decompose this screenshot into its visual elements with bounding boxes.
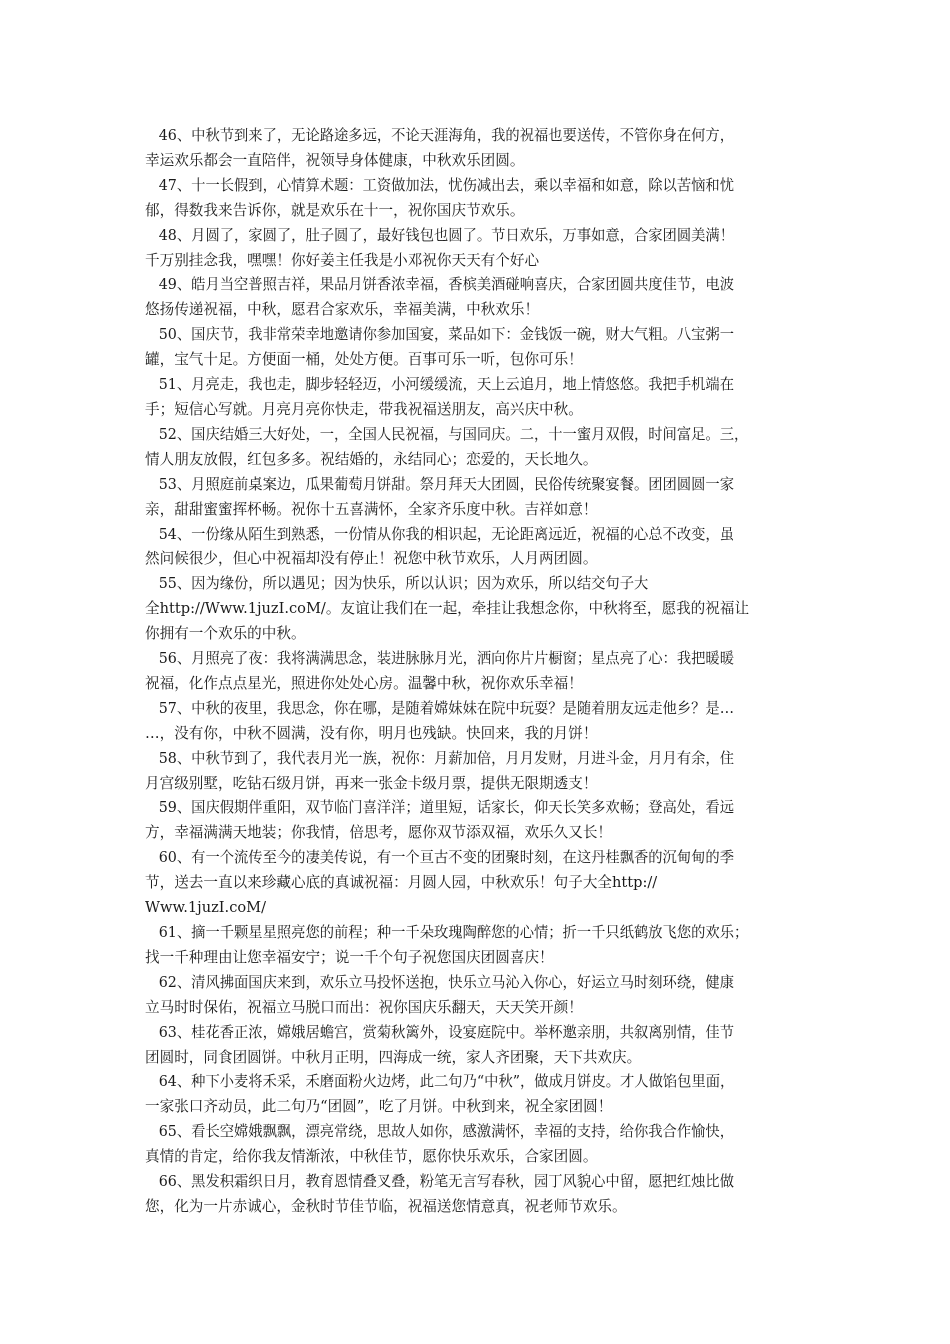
paragraph-line: 全http://Www.1juzI.coM/。友谊让我们在一起，牵挂让我想念你，中秋将至，愿我的祝福让 (145, 600, 750, 618)
paragraph-line: 57、中秋的夜里，我思念，你在哪，是随着嫦妹妹在院中玩耍？是随着朋友远走他乡？是… (158, 699, 734, 717)
paragraph-line: 节，送去一直以来珍藏心底的真诚祝福：月圆人园，中秋欢乐！句子大全http:// (145, 874, 658, 892)
paragraph (145, 423, 805, 473)
paragraph-line: 52、国庆结婚三大好处，一，全国人民祝福，与国同庆。二，十一蜜月双假，时间富足。三， (158, 425, 749, 443)
paragraph (145, 921, 805, 971)
paragraph (145, 747, 805, 797)
paragraph-line: 48、月圆了，家圆了，肚子圆了，最好钱包也圆了。节日欢乐，万事如意，合家团圆美满！ (158, 226, 734, 244)
paragraph-line: 66、黑发积霜织日月，教育恩情叠叉叠，粉笔无言写春秋，园丁风貌心中留，愿把红烛比做 (158, 1173, 734, 1191)
paragraph (145, 647, 805, 697)
paragraph-line: 祝福，化作点点星光，照进你处处心房。温馨中秋，祝你欢乐幸福！ (145, 674, 583, 692)
paragraph-line: 54、一份缘从陌生到熟悉，一份情从你我的相识起，无论距离远近，祝福的心总不改变，虽 (158, 525, 734, 543)
paragraph-line: 幸运欢乐都会一直陪伴，祝领导身体健康，中秋欢乐团圆。 (145, 151, 525, 169)
paragraph (145, 373, 805, 423)
paragraph-line: 团圆时，同食团圆饼。中秋月正明，四海成一统，家人齐团聚，天下共欢庆。 (145, 1048, 642, 1066)
paragraph (145, 697, 805, 747)
paragraph-line: 60、有一个流传至今的凄美传说，有一个亘古不变的团聚时刻，在这丹桂飘香的沉甸甸的季 (158, 849, 734, 867)
paragraph (145, 273, 805, 323)
paragraph-line: 一家张口齐动员，此二句乃“团圆”，吃了月饼。中秋到来，祝全家团圆！ (145, 1098, 613, 1116)
paragraph-line: 悠扬传递祝福，中秋，愿君合家欢乐，幸福美满，中秋欢乐！ (145, 301, 540, 319)
paragraph-line: 手；短信心写就。月亮月亮你快走，带我祝福送朋友，高兴庆中秋。 (145, 400, 583, 418)
paragraph-line: 53、月照庭前桌案边，瓜果葡萄月饼甜。祭月拜天大团圆，民俗传统聚宴餐。团团圆圆一家 (158, 475, 734, 493)
paragraph (145, 971, 805, 1021)
paragraph (145, 174, 805, 224)
paragraph-line: 50、国庆节，我非常荣幸地邀请你参加国宴，菜品如下：金钱饭一碗，财大气粗。八宝粥一 (158, 326, 734, 344)
paragraph-line: 郁，得数我来告诉你，就是欢乐在十一，祝你国庆节欢乐。 (145, 201, 525, 219)
paragraph (145, 1070, 805, 1120)
paragraph (145, 124, 805, 174)
paragraph-line: 情人朋友放假，红包多多。祝结婚的，永结同心；恋爱的，天长地久。 (145, 450, 598, 468)
paragraph-line: 亲，甜甜蜜蜜挥杯畅。祝你十五喜满怀，全家齐乐度中秋。吉祥如意！ (145, 500, 598, 518)
document-body (145, 124, 805, 1220)
paragraph-line: 然问候很少，但心中祝福却没有停止！祝您中秋节欢乐，人月两团圆。 (145, 550, 598, 568)
paragraph-line: 方，幸福满满天地装；你我情，倍思考，愿你双节添双福，欢乐久又长！ (145, 824, 613, 842)
paragraph (145, 846, 805, 921)
paragraph-line: 55、因为缘份，所以遇见；因为快乐，所以认识；因为欢乐，所以结交句子大 (158, 575, 649, 593)
paragraph-line: 46、中秋节到来了，无论路途多远，不论天涯海角，我的祝福也要送传，不管你身在何方， (158, 127, 734, 144)
paragraph-line: 你拥有一个欢乐的中秋。 (145, 625, 306, 643)
paragraph-line: 立马时时保佑，祝福立马脱口而出：祝你国庆乐翻天，天天笑开颜！ (145, 998, 583, 1016)
paragraph-line: 64、种下小麦将禾采，禾磨面粉火边烤，此二句乃“中秋”，做成月饼皮。才人做馅包里面， (158, 1073, 735, 1091)
paragraph (145, 572, 805, 647)
paragraph-line: 65、看长空嫦娥飘飘，漂亮常绕，思故人如你，感激满怀，幸福的支持，给你我合作愉快， (158, 1123, 734, 1141)
paragraph-line: 49、皓月当空普照吉祥，果品月饼香浓幸福，香槟美酒碰响喜庆，合家团圆共度佳节，电波 (158, 276, 734, 294)
paragraph-line: 56、月照亮了夜：我将满满思念，装进脉脉月光，洒向你片片橱窗；星点亮了心：我把暖暖 (158, 650, 734, 668)
paragraph-line: 月宫级别墅，吃钻石级月饼，再来一张金卡级月票，提供无限期透支！ (145, 774, 598, 792)
paragraph (145, 224, 805, 274)
paragraph-line: 62、清风拂面国庆来到，欢乐立马投怀送抱，快乐立马沁入你心，好运立马时刻环绕，健康 (158, 973, 734, 991)
paragraph-line: 61、摘一千颗星星照亮您的前程；种一千朵玫瑰陶醉您的心情；折一千只纸鹤放飞您的欢乐； (158, 924, 749, 941)
paragraph (145, 1021, 805, 1071)
paragraph (145, 473, 805, 523)
paragraph (145, 1170, 805, 1220)
paragraph-line: …，没有你，中秋不圆满，没有你，明月也残缺。快回来，我的月饼！ (145, 724, 598, 742)
paragraph-line: 63、桂花香正浓，嫦娥居蟾宫，赏菊秋篱外，设宴庭院中。举杯邀亲朋，共叙离别情，佳节 (158, 1023, 734, 1041)
paragraph-line: 58、中秋节到了，我代表月光一族，祝你：月薪加倍，月月发财，月进斗金，月月有余，住 (158, 749, 734, 767)
paragraph-line: 千万别挂念我，嘿嘿！你好姜主任我是小邓祝你天天有个好心 (145, 251, 540, 269)
paragraph-line: 真情的肯定，给你我友情渐浓，中秋佳节，愿你快乐欢乐，合家团圆。 (145, 1148, 598, 1166)
paragraph (145, 323, 805, 373)
paragraph-line: 47、十一长假到，心情算术题：工资做加法，忧伤减出去，乘以幸福和如意，除以苦恼和忧 (158, 176, 734, 194)
paragraph (145, 523, 805, 573)
paragraph-line: 找一千种理由让您幸福安宁；说一千个句子祝您国庆团圆喜庆！ (145, 948, 554, 966)
paragraph (145, 1120, 805, 1170)
paragraph-line: 您，化为一片赤诚心，金秋时节佳节临，祝福送您情意真，祝老师节欢乐。 (145, 1197, 627, 1215)
paragraph-line: 51、月亮走，我也走，脚步轻轻迈，小河缓缓流，天上云追月，地上情悠悠。我把手机端在 (158, 376, 734, 394)
paragraph-line: 59、国庆假期伴重阳，双节临门喜洋洋；道里短，话家长，仰天长笑多欢畅；登高处，看远 (158, 799, 734, 817)
paragraph-line: 罐，宝气十足。方便面一桶，处处方便。百事可乐一听，包你可乐！ (145, 351, 583, 369)
paragraph (145, 796, 805, 846)
paragraph-line: Www.1juzI.coM/ (145, 899, 267, 917)
